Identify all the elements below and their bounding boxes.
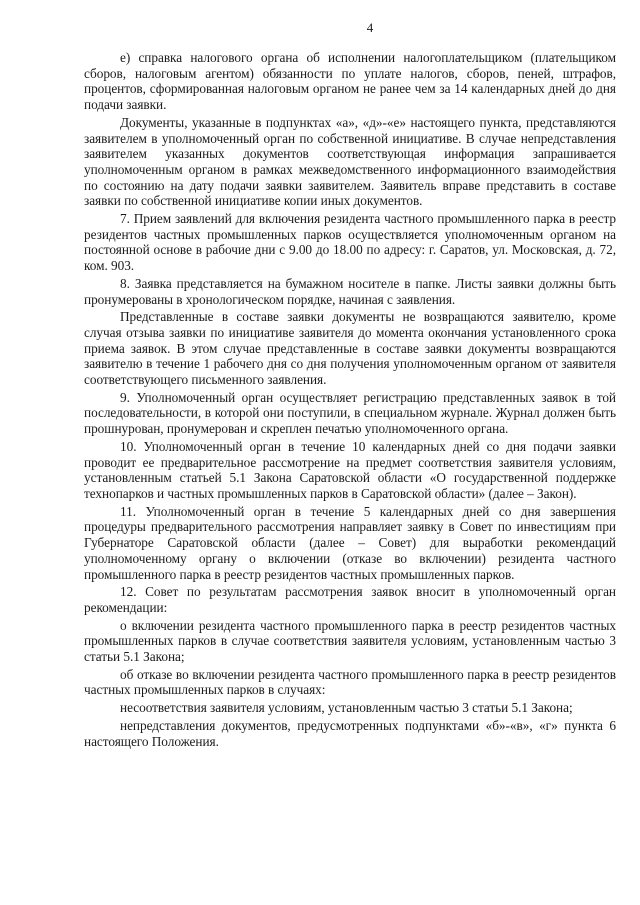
paragraph-refusal-case-2: непредставления документов, предусмотренных подпунктами «б»-«в», «г» пункта 6 настоящего Положения.: [84, 717, 616, 749]
paragraph-item-11: 11. Уполномоченный орган в течение 5 календарных дней со дня завершения процедуры предварительного рассмотрения направляет заявку в Совет по инвестициям при Губернаторе Саратовской области (далее – Совет) для выработки рекомендаций уполномоченному органу о включении (отказе во включении) резидента частного промышленного парка в реестр резидентов частных промышленных парков.: [84, 503, 616, 582]
paragraph-item-10: 10. Уполномоченный орган в течение 10 календарных дней со дня подачи заявки проводит ее предварительное рассмотрение на предмет соответствия заявителя условиям, установленным статьей 5.1 Закона Саратовской области «О государственной поддержке технопарков и частных промышленных парков в Саратовской области» (далее – Закон).: [84, 438, 616, 501]
paragraph-subitem-e: е) справка налогового органа об исполнении налогоплательщиком (плательщиком сборов, налоговым агентом) обязанности по уплате налогов, сборов, пеней, штрафов, процентов, сформированная налоговым органом не ранее чем за 14 календарных дней до дня подачи заявки.: [84, 50, 616, 113]
paragraph-documents-return: Представленные в составе заявки документы не возвращаются заявителю, кроме случая отзыва заявки по инициативе заявителя до момента окончания установленного срока приема заявок. В этом случае представленные в составе заявки документы возвращаются заявителю в течение 1 рабочего дня со дня получения уполномоченным органом от заявителя соответствующего письменного заявления.: [84, 309, 616, 388]
paragraph-documents-submission: Документы, указанные в подпунктах «а», «д»-«е» настоящего пункта, представляются заявителем в уполномоченный орган по собственной инициативе. В случае непредставления заявителем указанных документов соответствующая информация запрашивается уполномоченным органом в рамках межведомственного информационного взаимодействия по состоянию на дату подачи заявки заявителем. Заявитель вправе представить в составе заявки по собственной инициативе копии иных документов.: [84, 114, 616, 209]
paragraph-recommendation-refuse: об отказе во включении резидента частного промышленного парка в реестр резидентов частных промышленных парков в случаях:: [84, 666, 616, 698]
paragraph-item-12: 12. Совет по результатам рассмотрения заявок вносит в уполномоченный орган рекомендации:: [84, 584, 616, 615]
page-number: 4: [366, 20, 374, 35]
paragraph-refusal-case-1: несоответствия заявителя условиям, установленным частью 3 статьи 5.1 Закона;: [120, 700, 573, 716]
paragraph-recommendation-include: о включении резидента частного промышленного парка в реестр резидентов частных промышленных парков в случае соответствия заявителя условиям, установленным частью 3 статьи 5.1 Закона;: [84, 617, 616, 665]
paragraph-item-8: 8. Заявка представляется на бумажном носителе в папке. Листы заявки должны быть пронумерованы в хронологическом порядке, начиная с заявления.: [84, 275, 616, 307]
paragraph-item-7: 7. Прием заявлений для включения резидента частного промышленного парка в реестр резидентов частных промышленных парков осуществляется уполномоченным органом на постоянной основе в рабочие дни с 9.00 до 18.00 по адресу: г. Саратов, ул. Московская, д. 72, ком. 903.: [84, 211, 616, 274]
paragraph-item-9: 9. Уполномоченный орган осуществляет регистрацию представленных заявок в той последовательности, в которой они поступили, в специальном журнале. Журнал должен быть прошнурован, пронумерован и скреплен печатью уполномоченного органа.: [84, 389, 616, 437]
